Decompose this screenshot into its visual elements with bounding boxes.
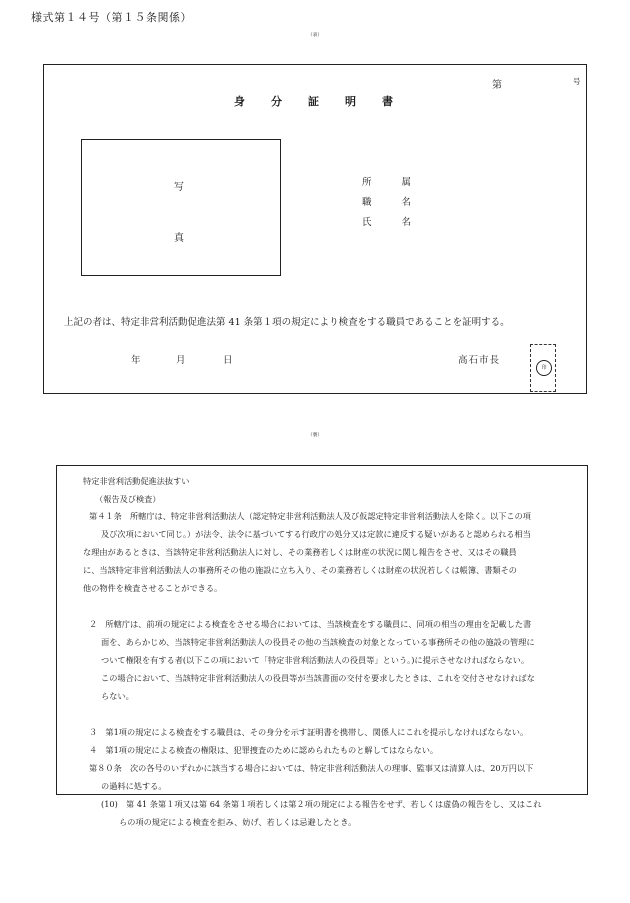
certification-statement: 上記の者は、特定非営利活動促進法第 41 条第１項の規定により検査をする職員であることを証明する。 (64, 317, 510, 328)
date-year-label: 年 (131, 355, 141, 366)
article-80-line: の過料に処する。 (101, 781, 167, 791)
form-number-label: 様式第１４号（第１５条関係） (31, 11, 192, 24)
paragraph-2-line: この場合において、当該特定非営利活動法人の役員等が当該書面の交付を要求したときは、これを交付させなければな (101, 673, 535, 683)
paragraph-2-line: 面を、あらかじめ、当該特定非営利活動法人の役員その他の当該検査の対象となっている事務所その他の施設の管理に (101, 637, 535, 647)
back-side-heading: （裏） (307, 433, 323, 438)
article-41-line: 第４１条 所轄庁は、特定非営利活動法人（認定特定非営利活動法人及び仮認定特定非営利活動法人を除く。以下この項 (89, 511, 531, 521)
article-41-line: に、当該特定非営利活動法人の事務所その他の施設に立ち入り、その業務若しくは財産の状況若しくは帳簿、書類その (83, 565, 517, 575)
paragraph-2-line: ２ 所轄庁は、前項の規定による検査をさせる場合においては、当該検査をする職員に、同項の相当の理由を記載した書 (89, 619, 532, 629)
affiliation-label: 所属 (362, 177, 442, 188)
id-card-front (43, 64, 587, 394)
article-80-line: 第８０条 次の各号のいずれかに該当する場合においては、特定非営利活動法人の理事、監事又は清算人は、20万円以下 (89, 763, 534, 773)
photo-label-second: 真 (174, 233, 184, 244)
certificate-number-suffix: 号 (573, 77, 581, 86)
article-41-line: な理由があるときは、当該特定非営利活動法人に対し、その業務若しくは財産の状況に関し報告をさせ、又はその職員 (83, 547, 517, 557)
front-side-heading: （表） (307, 33, 323, 38)
date-day-label: 日 (223, 355, 233, 366)
id-card-back (56, 465, 588, 827)
seal-area (530, 344, 556, 392)
issuer-mayor-label: 高石市長 (458, 355, 501, 366)
paragraph-2-line: ついて権限を有する者(以下この項において「特定非営利活動法人の役員等」という。)に提示させなければならない。 (101, 655, 530, 665)
paragraph-4: ４ 第1項の規定による検査の権限は、犯罪捜査のために認められたものと解してはならない。 (89, 745, 439, 755)
photo-box (81, 139, 281, 276)
paragraph-2-line: らない。 (101, 691, 134, 701)
name-label: 氏名 (362, 217, 442, 228)
item-10-line: らの項の規定による検査を拒み、妨げ、若しくは忌避したとき。 (119, 817, 357, 827)
article-41-line: 及び次項において同じ。）が法令、法令に基づいてする行政庁の処分又は定款に違反する疑いがあると認められる相当 (101, 529, 531, 539)
certificate-title: 身分証明書 (234, 95, 419, 108)
article-41-line: 他の物件を検査させることができる。 (83, 583, 223, 593)
law-section-caption: （報告及び検査） (95, 494, 161, 504)
date-month-label: 月 (176, 355, 186, 366)
certificate-number-prefix: 第 (492, 80, 502, 91)
law-excerpt-title: 特定非営利活動促進法抜すい (83, 476, 190, 486)
paragraph-3: ３ 第1項の規定による検査をする職員は、その身分を示す証明書を携帯し、関係人にこれを提示しなければならない。 (89, 727, 529, 737)
position-label: 職名 (362, 197, 442, 208)
photo-label-first: 写 (174, 182, 184, 193)
item-10-line: (10) 第 41 条第１項又は第 64 条第１項若しくは第２項の規定による報告をせず、若しくは虚偽の報告をし、又はこれ (101, 799, 542, 809)
seal-icon: 印 (536, 360, 552, 376)
